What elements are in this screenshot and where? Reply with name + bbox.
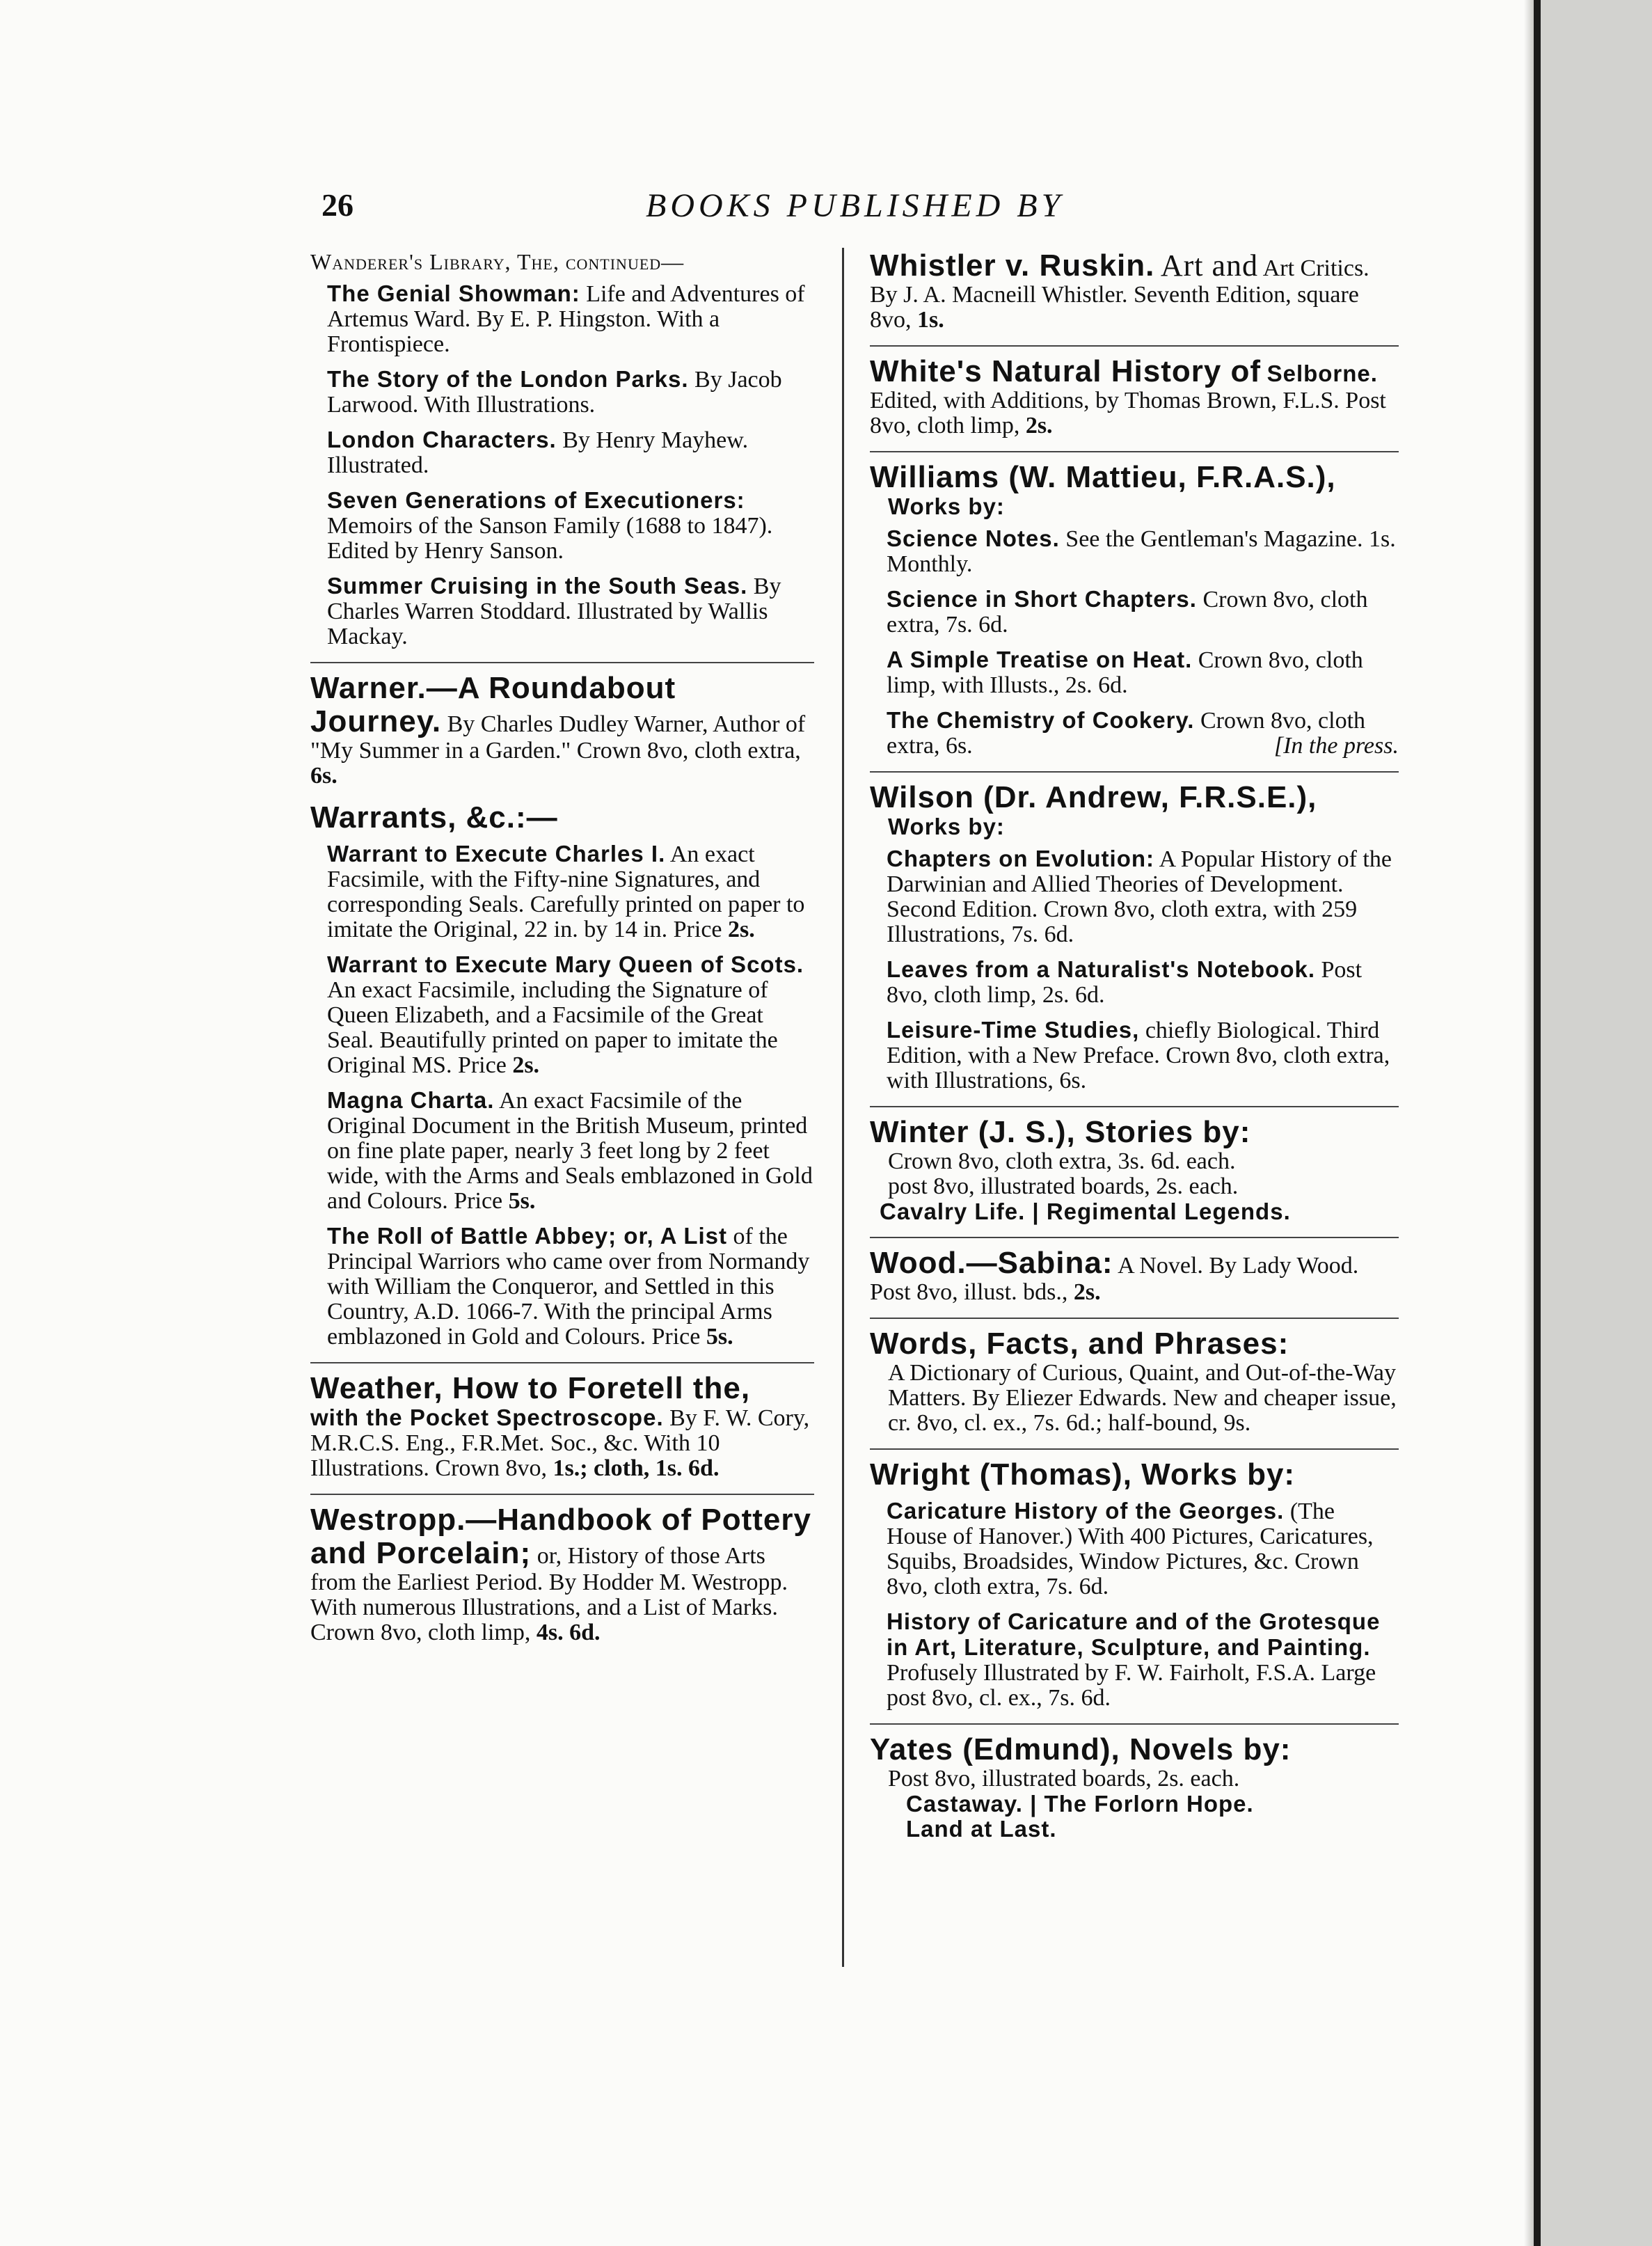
- entry-heading: Words, Facts, and Phrases:: [870, 1327, 1289, 1361]
- item-text: By Jacob Larwood. With Illustrations.: [327, 367, 782, 418]
- item-title: The Chemistry of Cookery.: [887, 707, 1195, 733]
- entry-text: A Novel. By Lady Wood. Post 8vo, illust. bds.,: [870, 1253, 1359, 1305]
- item-title: Science in Short Chapters.: [887, 586, 1197, 612]
- item-title: A Simple Treatise on Heat.: [887, 647, 1193, 672]
- entry-heading: White's Natural History of: [870, 354, 1262, 388]
- list-item: [327, 841, 814, 942]
- item-text: See the Gentleman's Magazine. 1s. Monthly.: [887, 526, 1396, 577]
- item-text: An exact Facsimile, with the Fifty-nine Signatures, and corresponding Seals. Carefully printed on paper to imitate the Original, 22 in. by 14 in. Price: [327, 841, 805, 942]
- entry-wright: [870, 1458, 1399, 1711]
- column-divider: [842, 248, 844, 1967]
- book-spine: [1541, 0, 1652, 2246]
- entry-heading: Yates (Edmund), Novels by:: [870, 1732, 1292, 1766]
- entry-rule: [310, 1494, 814, 1495]
- right-column: [870, 249, 1399, 1854]
- item-title: Leaves from a Naturalist's Notebook.: [887, 956, 1316, 982]
- list-item: [887, 526, 1399, 577]
- entry-yates: [870, 1733, 1399, 1842]
- entry-heading: Wright (Thomas), Works by:: [870, 1457, 1296, 1492]
- item-title: Caricature History of the Georges.: [887, 1498, 1285, 1524]
- entry-text: By F. W. Cory, M.R.C.S. Eng., F.R.Met. Soc., &c. With 10 Illustrations. Crown 8vo,: [310, 1405, 810, 1481]
- entry-williams: [870, 461, 1399, 759]
- entry-white: [870, 355, 1399, 438]
- entry-titles: Land at Last.: [906, 1816, 1057, 1842]
- list-item: [327, 1088, 814, 1214]
- list-item: [327, 367, 814, 418]
- entry-price: 4s. 6d.: [536, 1620, 601, 1645]
- entry-heading: Wanderer's Library, The, continued—: [310, 249, 685, 274]
- item-title: Magna Charta.: [327, 1087, 495, 1113]
- entry-titles: Cavalry Life. | Regimental Legends.: [880, 1199, 1291, 1224]
- item-title: London Characters.: [327, 427, 557, 452]
- item-title: The Story of the London Parks.: [327, 366, 689, 392]
- entry-subtitle: with the Pocket Spectroscope.: [310, 1405, 664, 1430]
- entry-price: 2s.: [1073, 1279, 1101, 1305]
- entry-text: Post 8vo, illustrated boards, 2s. each.: [888, 1766, 1240, 1792]
- entry-heading: Whistler v. Ruskin.: [870, 248, 1155, 283]
- item-title: Science Notes.: [887, 525, 1060, 551]
- item-text: An exact Facsimile of the Original Document in the British Museum, printed on fine plate paper, nearly 3 feet long by 2 feet wide, with the Arms and Seals emblazoned in Gold and Colours. Price: [327, 1088, 813, 1214]
- left-column: [310, 249, 814, 1658]
- item-price: 5s.: [508, 1188, 536, 1214]
- list-item: [887, 957, 1399, 1008]
- entry-rule: [870, 1723, 1399, 1725]
- running-header: [321, 187, 1399, 228]
- entry-text: A Dictionary of Curious, Quaint, and Out-of-the-Way Matters. By Eliezer Edwards. New and cheaper issue, cr. 8vo, cl. ex., 7s. 6d.; half-bound, 9s.: [888, 1360, 1397, 1436]
- entry-heading: Warner.—A Roundabout Journey.: [310, 671, 676, 738]
- entry-rule: [870, 1318, 1399, 1319]
- list-item: [327, 952, 814, 1078]
- item-title: Warrant to Execute Charles I.: [327, 841, 666, 867]
- entry-weather: [310, 1372, 814, 1481]
- works-by-label: Works by:: [888, 814, 1005, 839]
- entry-rule: [870, 771, 1399, 773]
- entry-heading: Williams (W. Mattieu, F.R.A.S.),: [870, 460, 1336, 494]
- entry-wanderers-library: [310, 249, 814, 649]
- entry-heading: Winter (J. S.), Stories by:: [870, 1115, 1251, 1149]
- entry-rule: [310, 662, 814, 663]
- list-item: [327, 427, 814, 478]
- item-text: Post 8vo, cloth limp, 2s. 6d.: [887, 957, 1363, 1008]
- entry-heading-cont: Art and: [1160, 248, 1259, 283]
- item-text: A Popular History of the Darwinian and Allied Theories of Development. Second Edition. Crown 8vo, cloth extra, with 259 Illustrations, 7s. 6d.: [887, 846, 1392, 947]
- works-by-label: Works by:: [888, 493, 1005, 519]
- list-item: [327, 574, 814, 649]
- page-gutter-shadow: [1524, 0, 1534, 2246]
- list-item: [887, 647, 1399, 698]
- item-text: By Henry Mayhew. Illustrated.: [327, 427, 749, 478]
- entry-heading: Warrants, &c.:—: [310, 800, 558, 835]
- entry-text: Art Critics. By J. A. Macneill Whistler. Seventh Edition, square 8vo,: [870, 255, 1369, 333]
- entry-heading: Weather, How to Foretell the,: [310, 1371, 751, 1405]
- entry-rule: [870, 1448, 1399, 1450]
- entry-subtitle: Selborne.: [1266, 361, 1378, 386]
- entry-warner: [310, 672, 814, 789]
- entry-price: 1s.; cloth, 1s. 6d.: [553, 1455, 720, 1481]
- item-text: Crown 8vo, cloth limp, with Illusts., 2s. 6d.: [887, 647, 1363, 698]
- entry-titles: Castaway. | The Forlorn Hope.: [906, 1791, 1254, 1817]
- item-text: Crown 8vo, cloth extra, 6s.: [887, 708, 1366, 759]
- item-price: 2s.: [728, 917, 755, 942]
- entry-rule: [870, 1106, 1399, 1107]
- list-item: [887, 1018, 1399, 1093]
- entry-words: [870, 1327, 1399, 1436]
- item-title: The Genial Showman:: [327, 280, 580, 306]
- item-price: 2s.: [512, 1052, 540, 1078]
- item-title: Warrant to Execute Mary Queen of Scots.: [327, 951, 804, 977]
- list-item: [887, 708, 1399, 759]
- item-title: Seven Generations of Executioners:: [327, 487, 745, 513]
- item-text: An exact Facsimile, including the Signature of Queen Elizabeth, and a Facsimile of the Great Seal. Beautifully printed on paper to imitate the Original MS. Price: [327, 977, 778, 1078]
- entry-winter: [870, 1116, 1399, 1224]
- list-item: [887, 1609, 1399, 1711]
- item-title: Summer Cruising in the South Seas.: [327, 573, 748, 599]
- entry-heading: Wood.—Sabina:: [870, 1246, 1113, 1280]
- entry-text: or, History of those Arts from the Earliest Period. By Hodder M. Westropp. With numerous Illustrations, and a List of Marks. Crown 8vo, cloth limp,: [310, 1543, 788, 1645]
- list-item: [887, 587, 1399, 638]
- entry-price: 1s.: [917, 307, 944, 333]
- item-text: (The House of Hanover.) With 400 Pictures, Caricatures, Squibs, Broadsides, Window Pictures, &c. Crown 8vo, cloth extra, 7s. 6d.: [887, 1498, 1374, 1599]
- entry-price: 6s.: [310, 763, 337, 789]
- item-title: Leisure-Time Studies,: [887, 1017, 1140, 1043]
- entry-whistler: [870, 249, 1399, 333]
- entry-westropp: [310, 1503, 814, 1645]
- item-text: of the Principal Warriors who came over from Normandy with William the Conqueror, and Settled in this Country, A.D. 1066-7. With the principal Arms emblazoned in Gold and Colours. Price: [327, 1224, 810, 1350]
- entry-warrants: [310, 801, 814, 1350]
- entry-wood: [870, 1247, 1399, 1305]
- item-text: By Charles Warren Stoddard. Illustrated by Wallis Mackay.: [327, 574, 781, 649]
- entry-heading: Westropp.—Handbook of Pottery and Porcelain;: [310, 1503, 811, 1570]
- item-title: Chapters on Evolution:: [887, 846, 1154, 871]
- entry-rule: [870, 1237, 1399, 1238]
- list-item: [887, 846, 1399, 947]
- list-item: [327, 488, 814, 564]
- item-text: Life and Adventures of Artemus Ward. By E. P. Hingston. With a Frontispiece.: [327, 281, 805, 357]
- entry-text: post 8vo, illustrated boards, 2s. each.: [888, 1173, 1239, 1199]
- entry-text: Edited, with Additions, by Thomas Brown, F.L.S. Post 8vo, cloth limp,: [870, 388, 1386, 438]
- page-number: 26: [321, 187, 354, 223]
- item-title: History of Caricature and of the Grotesque in Art, Literature, Sculpture, and Painting.: [887, 1608, 1381, 1660]
- list-item: [887, 1498, 1399, 1599]
- item-title: The Roll of Battle Abbey; or, A List: [327, 1223, 728, 1249]
- entry-rule: [870, 451, 1399, 452]
- entry-rule: [310, 1362, 814, 1363]
- list-item: [327, 1224, 814, 1350]
- entry-price: 2s.: [1025, 413, 1053, 438]
- entry-wilson: [870, 781, 1399, 1093]
- entry-heading: Wilson (Dr. Andrew, F.R.S.E.),: [870, 780, 1317, 814]
- item-price: 5s.: [706, 1324, 733, 1350]
- item-text: Profusely Illustrated by F. W. Fairholt, F.S.A. Large post 8vo, cl. ex., 7s. 6d.: [887, 1660, 1376, 1711]
- item-text: chiefly Biological. Third Edition, with a New Preface. Crown 8vo, cloth extra, with Illustrations, 6s.: [887, 1018, 1390, 1093]
- running-title: BOOKS PUBLISHED BY: [646, 187, 1065, 224]
- item-text: Memoirs of the Sanson Family (1688 to 1847). Edited by Henry Sanson.: [327, 513, 773, 564]
- item-text: Crown 8vo, cloth extra, 7s. 6d.: [887, 587, 1368, 638]
- page-edge: [1534, 0, 1541, 2246]
- list-item: [327, 281, 814, 357]
- entry-text: By Charles Dudley Warner, Author of "My Summer in a Garden." Crown 8vo, cloth extra,: [310, 711, 806, 764]
- entry-text: Crown 8vo, cloth extra, 3s. 6d. each.: [888, 1148, 1236, 1174]
- entry-rule: [870, 345, 1399, 347]
- item-note: [In the press.: [1273, 733, 1399, 759]
